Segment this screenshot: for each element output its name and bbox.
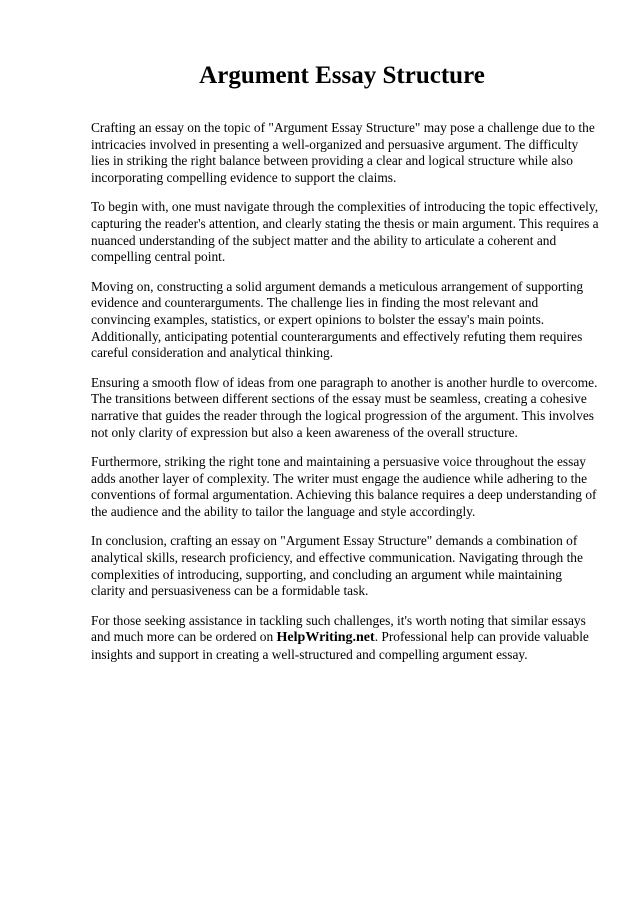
paragraph-6: In conclusion, crafting an essay on "Argument Essay Structure" demands a combination of analytical skills, research proficiency, and effective communication. Navigating through the complexities of introducing, supporting, and concluding an argument while maintaining clarity and persuasiveness can be a formidable task.: [91, 533, 583, 599]
helpwriting-link[interactable]: HelpWriting.net: [276, 630, 375, 646]
document-title: Argument Essay Structure: [199, 62, 485, 89]
paragraph-7: [91, 613, 599, 664]
paragraph-1: Crafting an essay on the topic of "Argument Essay Structure" may pose a challenge due to the intricacies involved in presenting a well-organized and persuasive argument. The difficulty lies in striking the right balance between providing a clear and logical structure while also incorporating compelling evidence to support the claims.: [91, 120, 595, 185]
paragraph-5: Furthermore, striking the right tone and maintaining a persuasive voice throughout the essay adds another layer of complexity. The writer must engage the audience while adhering to the conventions of formal argumentation. Achieving this balance requires a deep understanding of the audience and the ability to tailor the language and style accordingly.: [91, 454, 597, 519]
paragraph-7-before-link: For those seeking assistance in tackling such challenges, it's worth noting that similar essays and much more can be ordered on: [91, 612, 586, 645]
paragraph-7-after-link: . Professional help can provide valuable insights and support in creating a well-structured and compelling argument essay.: [91, 629, 589, 663]
paragraph-2: To begin with, one must navigate through the complexities of introducing the topic effectively, capturing the reader's attention, and clearly stating the thesis or main argument. This requires a nuanced understanding of the subject matter and the ability to articulate a coherent and compelling central point.: [91, 199, 599, 265]
paragraph-3: Moving on, constructing a solid argument demands a meticulous arrangement of supporting evidence and counterarguments. The challenge lies in finding the most relevant and convincing examples, statistics, or expert opinions to bolster the essay's main points. Additionally, anticipating potential counterarguments and effectively refuting them requires careful consideration and analytical thinking.: [91, 278, 584, 361]
paragraph-4: Ensuring a smooth flow of ideas from one paragraph to another is another hurdle to overcome. The transitions between different sections of the essay must be seamless, creating a cohesive narrative that guides the reader through the logical progression of the argument. This involves not only clarity of expression but also a keen awareness of the overall structure.: [91, 374, 598, 440]
